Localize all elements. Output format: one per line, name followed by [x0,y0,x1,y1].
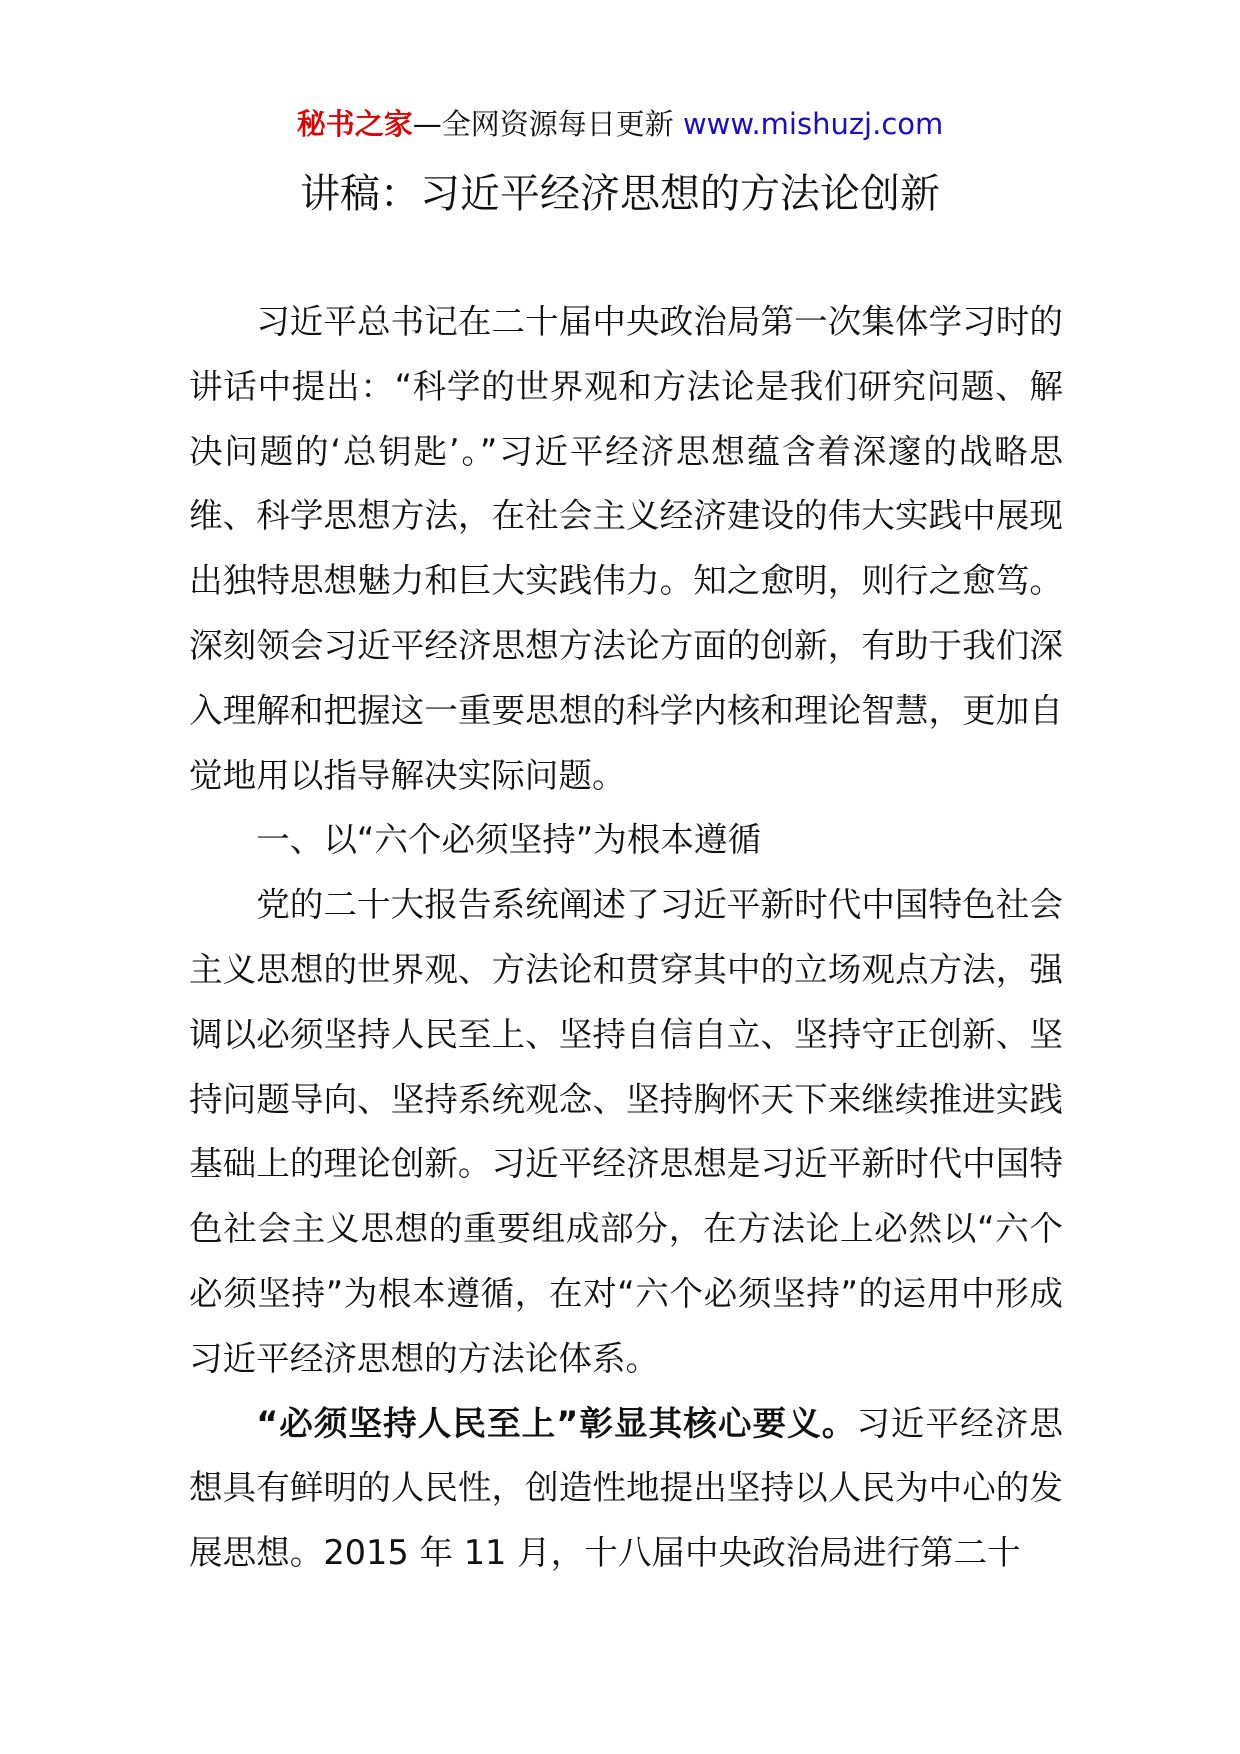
site-brand: 秘书之家 [296,107,413,141]
section-heading-1: 一、以“六个必须坚持”为根本遵循 [256,820,762,860]
site-header [0,104,1240,144]
paragraph-intro: 习近平总书记在二十届中央政治局第一次集体学习时的讲话中提出：“科学的世界观和方法论是我们研究问题、解决问题的‘总钥匙’。”习近平经济思想蕴含着深邃的战略思维、科学思想方法，在社会主义经济建设的伟大实践中展现出独特思想魅力和巨大实践伟力。知之愈明，则行之愈笃。深刻领会习近平经济思想方法论方面的创新，有助于我们深入理解和把握这一重要思想的科学内核和理论智慧，更加自觉地用以指导解决实际问题。 [189,302,1063,795]
paragraph-people-first-text: 习近平经济思想具有鲜明的人民性，创造性地提出坚持以人民为中心的发展思想。2015 年 11 月，十八届中央政治局进行第二十 [189,1403,1063,1573]
document-title: 讲稿：习近平经济思想的方法论创新 [300,171,940,217]
site-tagline: —全网资源每日更新 [412,107,674,141]
paragraph-section-1: 党的二十大报告系统阐述了习近平新时代中国特色社会主义思想的世界观、方法论和贯穿其中的立场观点方法，强调以必须坚持人民至上、坚持自信自立、坚持守正创新、坚持问题导向、坚持系统观念、坚持胸怀天下来继续推进实践基础上的理论创新。习近平经济思想是习近平新时代中国特色社会主义思想的重要组成部分，在方法论上必然以“六个必须坚持”为根本遵循，在对“六个必须坚持”的运用中形成习近平经济思想的方法论体系。 [189,885,1063,1378]
paragraph-lead-bold: “必须坚持人民至上”彰显其核心要义。 [256,1403,857,1443]
site-url-link[interactable]: www.mishuzj.com [682,107,944,141]
paragraph-people-first [189,1392,1063,1586]
document-body [189,290,1063,1586]
